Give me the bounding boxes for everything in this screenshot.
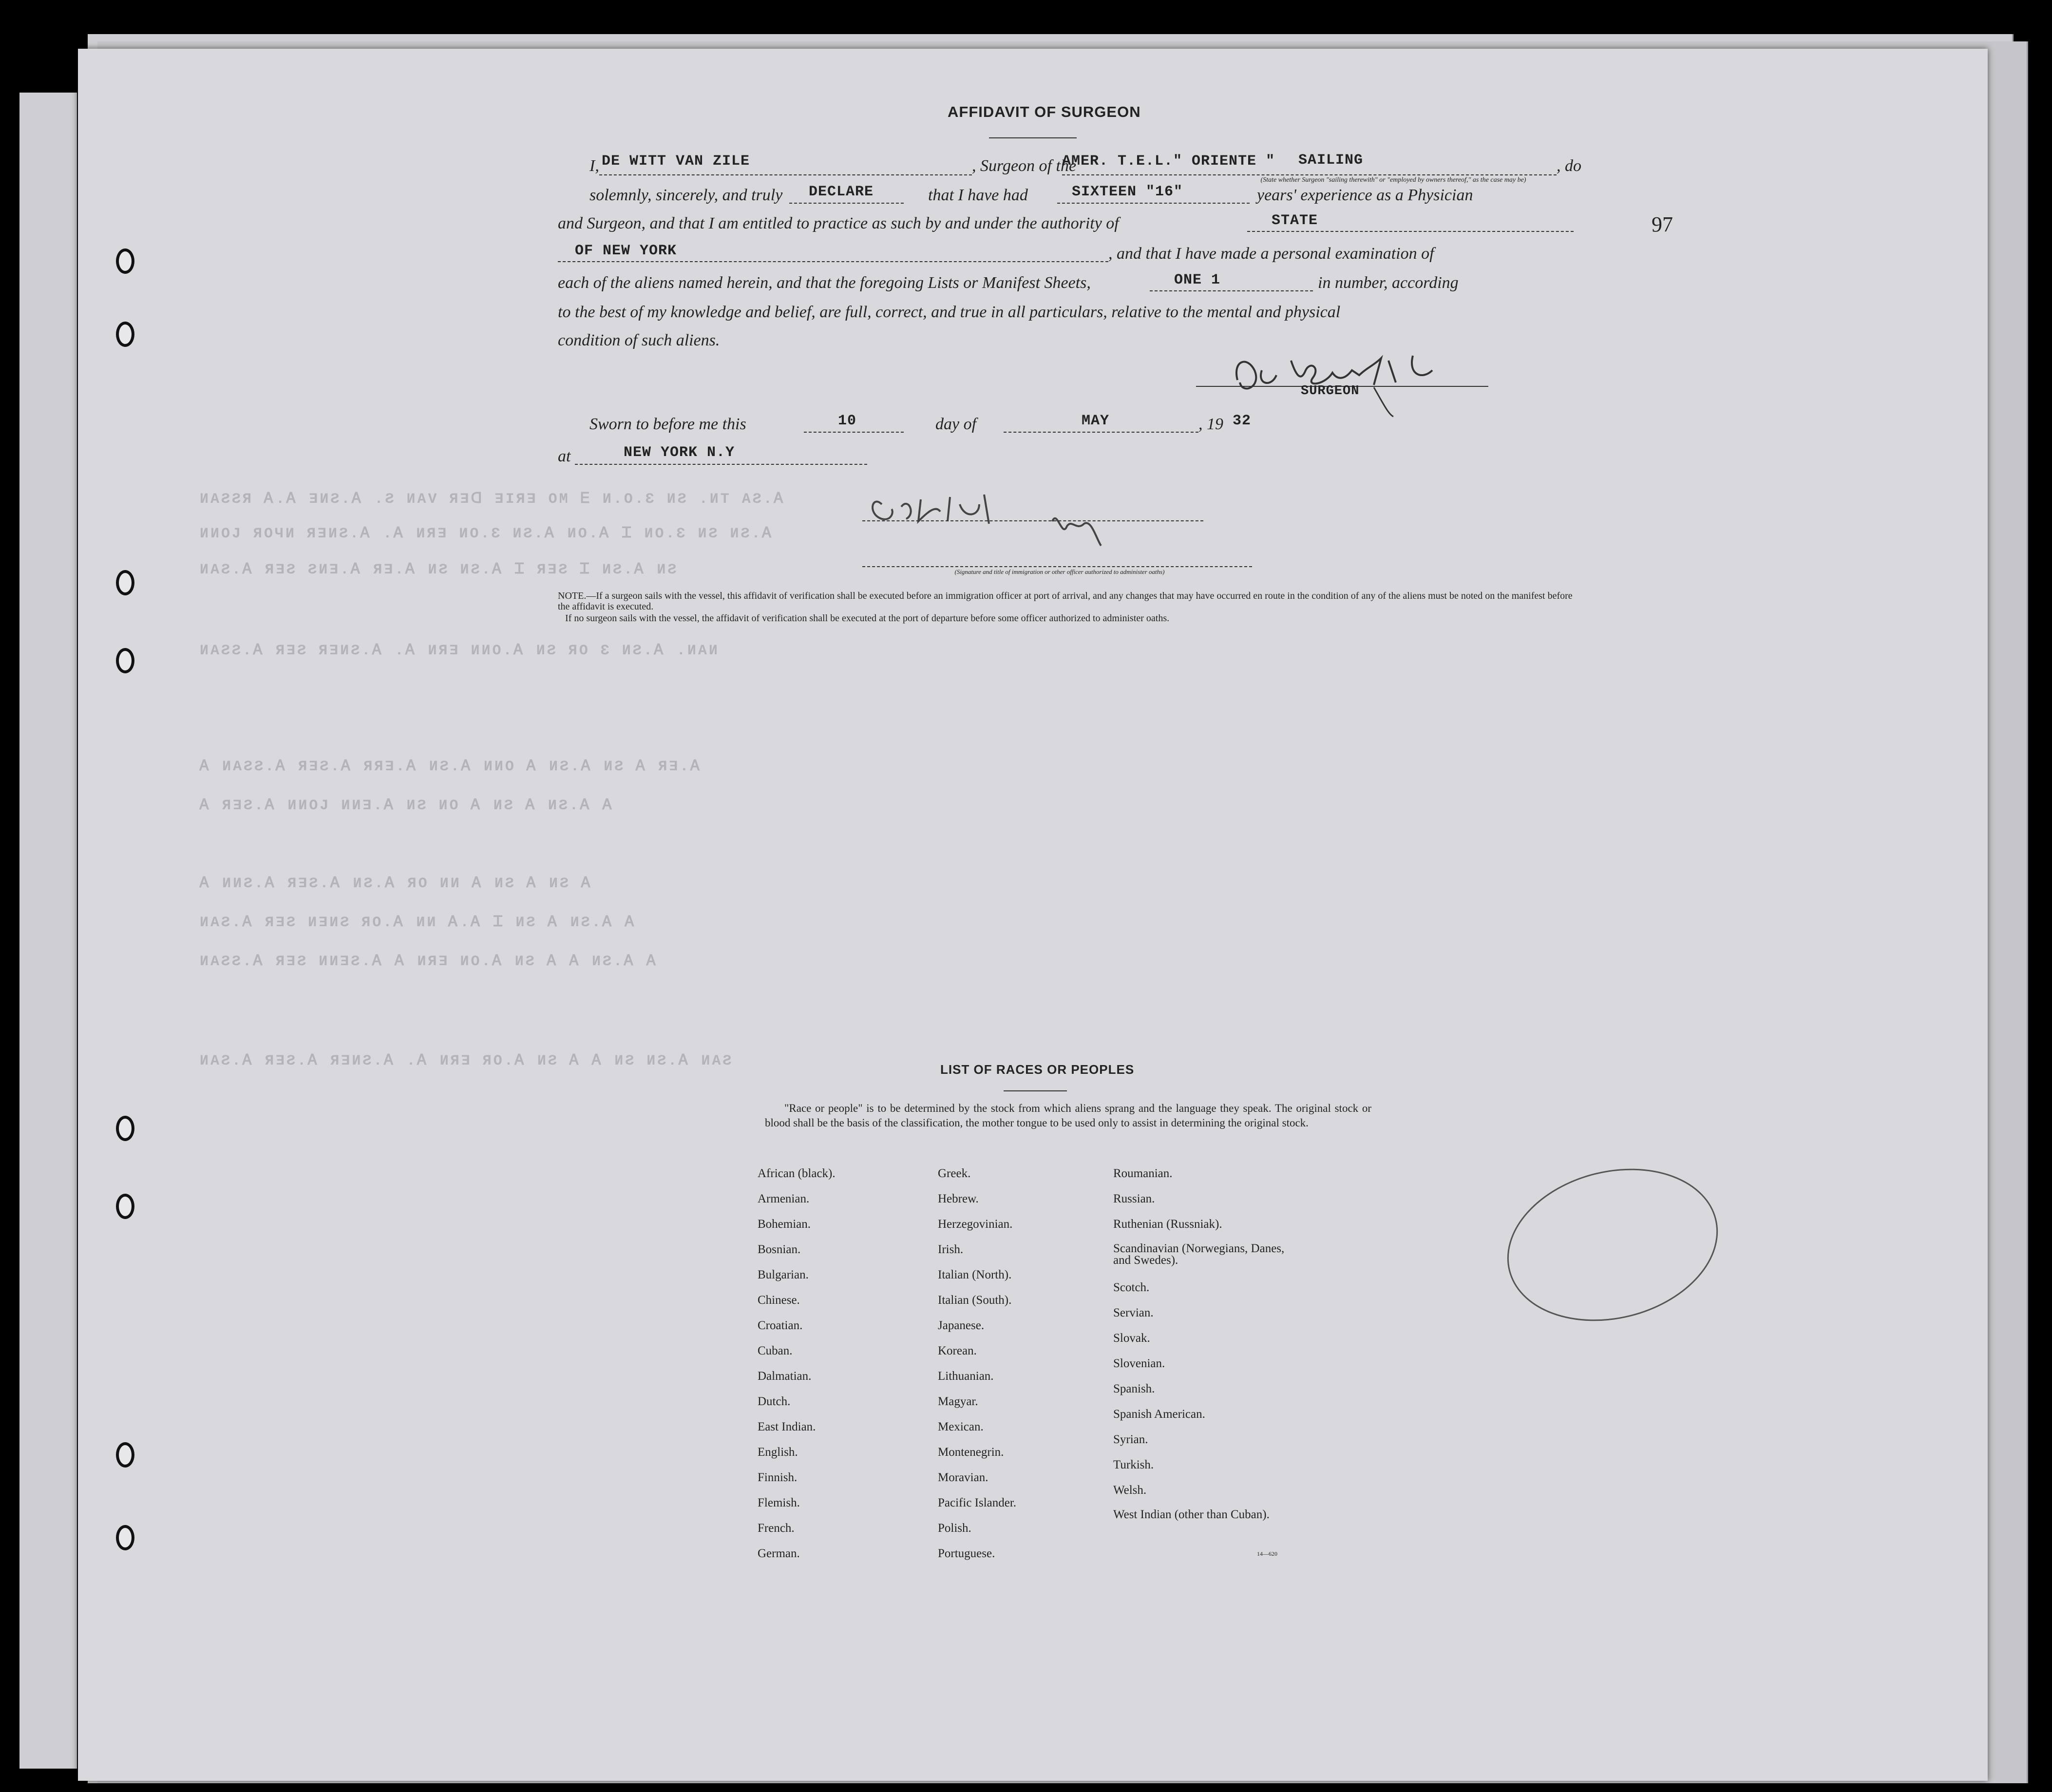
race-item: Ruthenian (Russniak). bbox=[1113, 1218, 1222, 1231]
race-item: Slovenian. bbox=[1113, 1357, 1165, 1370]
binder-hole bbox=[116, 322, 134, 347]
page-number: 97 bbox=[1652, 212, 1673, 236]
race-item: Croatian. bbox=[758, 1319, 803, 1332]
line3-text: and Surgeon, and that I am entitled to practice as such by and under the authority of bbox=[558, 214, 1119, 232]
bleed-through-text: Ꭺ ИАƧƧ.Ꭺ ЯƎƧ.Ꭺ ЯЯƎ.Ꭺ ИƧ.Ꭺ ИИО Ꭺ ИƧ.Ꭺ ИƧ Ꭺ ЯƎ.Ꭺ bbox=[200, 759, 703, 775]
line7-text: condition of such aliens. bbox=[558, 331, 720, 349]
race-item: Welsh. bbox=[1113, 1484, 1147, 1497]
blank-rule bbox=[575, 464, 867, 465]
blank-rule bbox=[804, 432, 904, 433]
race-item: Dalmatian. bbox=[758, 1370, 812, 1383]
line1-lead: I, bbox=[589, 157, 599, 175]
race-item: West Indian (other than Cuban). bbox=[1113, 1508, 1270, 1521]
pencil-oval-mark bbox=[1501, 1160, 1725, 1328]
race-item: African (black). bbox=[758, 1167, 836, 1180]
surgeon-name: DE WITT VAN ZILE bbox=[602, 153, 750, 170]
race-item: Bosnian. bbox=[758, 1243, 801, 1256]
blank-rule bbox=[599, 174, 972, 175]
race-item: Slovak. bbox=[1113, 1332, 1150, 1345]
binding-margin bbox=[19, 93, 77, 1769]
binder-hole bbox=[116, 1194, 134, 1219]
race-item: Italian (North). bbox=[938, 1268, 1012, 1281]
blank-rule bbox=[1247, 231, 1574, 232]
race-item: Lithuanian. bbox=[938, 1370, 994, 1383]
bleed-through-text: ИАƧƧ.Ꭺ ЯƎƧ ИИƎƧ.Ꭺ Ꭺ ИЯƎ ИО.Ꭺ ИƧ Ꭺ Ꭺ ИƧ.Ꭺ Ꭺ bbox=[200, 953, 659, 970]
line5-text: each of the aliens named herein, and that the foregoing Lists or Manifest Sheets, bbox=[558, 274, 1091, 292]
race-item: Irish. bbox=[938, 1243, 964, 1256]
races-intro: "Race or people" is to be determined by the stock from which aliens sprang and the language they speak. The original stock or blood shall be the basis of the classification, the mother tongue to be used only to assist in determining the original stock. bbox=[765, 1102, 1371, 1129]
surgeon-signature bbox=[1228, 341, 1481, 421]
line2-end: years' experience as a Physician bbox=[1257, 186, 1473, 204]
blank-rule bbox=[1057, 203, 1250, 204]
authority-state-name: OF NEW YORK bbox=[575, 243, 677, 259]
bleed-through-text: ИАƧ.Ꭺ ЯƎƧ.Ꭺ ЯƎИƧ.Ꭺ .Ꭺ ИЯƎ ЯО.Ꭺ ИƧ Ꭺ Ꭺ ИƧ ИƧ.Ꭺ ИАƧ bbox=[200, 1053, 734, 1069]
race-item: Spanish. bbox=[1113, 1382, 1155, 1395]
line2-lead: solemnly, sincerely, and truly bbox=[589, 186, 783, 204]
race-item: Moravian. bbox=[938, 1471, 988, 1484]
authority-state: STATE bbox=[1272, 212, 1318, 229]
race-item: Chinese. bbox=[758, 1294, 800, 1307]
at-label: at bbox=[558, 447, 571, 465]
bleed-through-text: ИАƧ.Ꭺ ЯƎƧ ƧИƎ.Ꭺ ЯƎ.Ꭺ ИƧ ИƧ.Ꭺ Ꮖ ЯƎƧ Ꮖ ИƧ.Ꭺ ИƧ bbox=[200, 562, 679, 578]
no-surgeon-note: If no surgeon sails with the vessel, the affidavit of verification shall be executed at the port of departure before some officer authorized to administer oaths. bbox=[565, 613, 1170, 624]
race-item: Portuguese. bbox=[938, 1547, 995, 1560]
affidavit-title: AFFIDAVIT OF SURGEON bbox=[948, 103, 1141, 120]
officer-signature bbox=[867, 485, 1140, 551]
binder-hole bbox=[116, 1442, 134, 1468]
race-item: Magyar. bbox=[938, 1395, 978, 1408]
bleed-through-text: ИАƧƧЯ Ꭺ.Ꭺ ƎИƧ.Ꭺ .Ƨ ИАV ЯƎᗡ ƎIЯƎ ОМ Ꭼ И.О.Ɛ ИƧ .ИТ АƧ.Ꭺ bbox=[200, 491, 786, 508]
years-experience: SIXTEEN "16" bbox=[1072, 184, 1183, 200]
races-title-rule bbox=[1004, 1090, 1067, 1091]
race-item: Scandinavian (Norwegians, Danes, and Swedes). bbox=[1113, 1242, 1285, 1267]
blank-rule bbox=[558, 261, 1108, 262]
blank-rule bbox=[1004, 432, 1198, 433]
race-item: Korean. bbox=[938, 1344, 977, 1357]
race-item: German. bbox=[758, 1547, 800, 1560]
line2-mid: that I have had bbox=[928, 186, 1028, 204]
blank-rule bbox=[862, 566, 1252, 567]
sworn-year: 32 bbox=[1233, 413, 1252, 429]
status-note: (State whether Surgeon "sailing therewith" or "employed by owners thereof," as the case may be) bbox=[1260, 176, 1526, 184]
race-item: Flemish. bbox=[758, 1496, 800, 1509]
race-item: Bulgarian. bbox=[758, 1268, 809, 1281]
form-code: 14—620 bbox=[1257, 1550, 1277, 1557]
title-rule bbox=[989, 137, 1077, 138]
blank-rule bbox=[1150, 290, 1313, 291]
binder-hole bbox=[116, 570, 134, 595]
binder-hole bbox=[116, 1525, 134, 1550]
race-item: East Indian. bbox=[758, 1420, 816, 1433]
sworn-place: NEW YORK N.Y bbox=[624, 444, 735, 461]
race-item: Spanish American. bbox=[1113, 1408, 1205, 1421]
race-item: Herzegovinian. bbox=[938, 1218, 1013, 1231]
race-item: Russian. bbox=[1113, 1192, 1155, 1205]
sworn-century: , 19 bbox=[1198, 415, 1223, 433]
surgeon-note: NOTE.—If a surgeon sails with the vessel, this affidavit of verification shall be executed before an immigration officer at port of arrival, and any changes that may have occurred en route in the condition of any of the aliens must be noted on the manifest before the affidavit is executed. bbox=[558, 591, 1573, 612]
race-item: Italian (South). bbox=[938, 1294, 1012, 1307]
race-item: Mexican. bbox=[938, 1420, 984, 1433]
blank-rule bbox=[862, 520, 1203, 521]
line4-text: , and that I have made a personal examination of bbox=[1108, 245, 1434, 263]
race-item: French. bbox=[758, 1522, 795, 1535]
race-item: English. bbox=[758, 1446, 798, 1459]
bleed-through-text: Ꭺ ИИƧ.Ꭺ ЯƎƧ.Ꭺ ИƧ.Ꭺ ЯО ИИ Ꭺ ИƧ Ꭺ ИƧ Ꭺ bbox=[200, 876, 593, 892]
race-item: Finnish. bbox=[758, 1471, 798, 1484]
binder-hole bbox=[116, 248, 134, 274]
sailing-status: SAILING bbox=[1298, 152, 1364, 169]
line6-text: to the best of my knowledge and belief, are full, correct, and true in all particulars, relative to the mental and physical bbox=[558, 303, 1341, 321]
races-title: LIST OF RACES OR PEOPLES bbox=[940, 1062, 1135, 1077]
race-item: Syrian. bbox=[1113, 1433, 1148, 1446]
race-item: Hebrew. bbox=[938, 1192, 979, 1205]
document-sheet bbox=[78, 49, 1988, 1781]
sworn-day: 10 bbox=[838, 413, 857, 429]
race-item: Montenegrin. bbox=[938, 1446, 1004, 1459]
bleed-through-text: ИАƧ.Ꭺ ЯƎƧ ИƎИƧ ЯО.Ꭺ ИИ Ꭺ.Ꭺ Ꮖ ИƧ Ꭺ ИƧ.Ꭺ Ꭺ bbox=[200, 915, 637, 931]
binder-hole bbox=[116, 1116, 134, 1141]
race-item: Japanese. bbox=[938, 1319, 985, 1332]
race-item: Dutch. bbox=[758, 1395, 791, 1408]
race-item: Pacific Islander. bbox=[938, 1496, 1017, 1509]
declare-word: DECLARE bbox=[809, 184, 874, 200]
race-item: Polish. bbox=[938, 1522, 971, 1535]
race-item: Servian. bbox=[1113, 1306, 1154, 1319]
sworn-text: Sworn to before me this bbox=[589, 415, 746, 433]
bleed-through-text: ИАƧƧ.Ꭺ ЯƎƧ ЯƎИƧ.Ꭺ .Ꭺ ИЯƎ ИИО.Ꭺ ИƧ ЯО Ɛ ИƧ.Ꭺ .ИАИ bbox=[200, 643, 720, 659]
race-item: Turkish. bbox=[1113, 1458, 1154, 1471]
vessel-name: AMER. T.E.L." ORIENTE " bbox=[1062, 153, 1275, 170]
line5-end: in number, according bbox=[1318, 274, 1459, 292]
race-item: Greek. bbox=[938, 1167, 971, 1180]
sworn-month: MAY bbox=[1082, 413, 1110, 429]
blank-rule bbox=[1062, 174, 1557, 175]
sworn-day-of: day of bbox=[935, 415, 977, 433]
line1-mid: , Surgeon of the bbox=[972, 157, 1077, 175]
line1-end: , do bbox=[1557, 157, 1581, 175]
race-item: Roumanian. bbox=[1113, 1167, 1173, 1180]
race-item: Cuban. bbox=[758, 1344, 793, 1357]
blank-rule bbox=[789, 203, 904, 204]
bleed-through-text: ИИОЈ ЯОЧИ ЯƎИƧ.Ꭺ .Ꭺ ИЯƎ ИО.Ɛ ИƧ.Ꭺ ИО.Ꭺ Ꮖ ИО.Ɛ ИƧ ИƧ.Ꭺ bbox=[200, 526, 774, 542]
binder-hole bbox=[116, 648, 134, 673]
signature-label: SURGEON bbox=[1301, 384, 1360, 399]
officer-caption: (Signature and title of immigration or other officer authorized to administer oaths) bbox=[954, 568, 1165, 575]
race-item: Bohemian. bbox=[758, 1218, 811, 1231]
bleed-through-text: Ꭺ ЯƎƧ.Ꭺ ИИОЈ ИИƎ.Ꭺ ИƧ ИО Ꭺ ИƧ Ꭺ ИƧ.Ꭺ Ꭺ bbox=[200, 798, 615, 814]
race-item: Scotch. bbox=[1113, 1281, 1150, 1294]
manifest-sheets: ONE 1 bbox=[1174, 272, 1221, 288]
race-item: Armenian. bbox=[758, 1192, 810, 1205]
